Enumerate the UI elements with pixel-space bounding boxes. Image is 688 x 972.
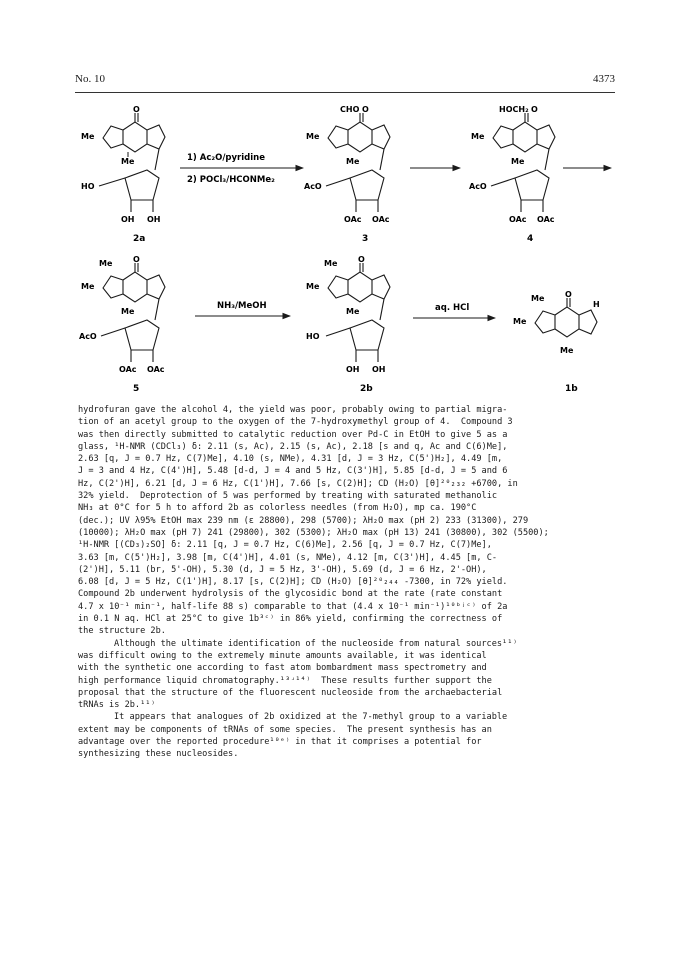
acetoxy-label: OAc	[537, 215, 555, 224]
acetoxy-label: OAc	[119, 365, 137, 374]
oxygen-label: O	[531, 105, 538, 114]
text-line: Compound 2b underwent hydrolysis of the glycosidic bond at the rate (rate constant	[78, 589, 503, 600]
text-line: synthesizing these nucleosides.	[78, 749, 239, 760]
oxygen-label: O	[358, 255, 365, 264]
methyl-label: Me	[81, 282, 95, 291]
text-line: ¹H-NMR [(CD₃)₂SO] δ: 2.11 [q, J = 0.7 Hz, C(6)Me], 2.56 [q, J = 0.7 Hz, C(7)Me],	[78, 540, 492, 551]
paragraph-3	[78, 711, 616, 760]
compound-label-2b: 2b	[360, 384, 373, 394]
text-line: (dec.); UV λ95% EtOH max 239 nm (ε 28800), 298 (5700); λH₂O max (pH 2) 233 (31300), 279	[78, 515, 529, 526]
acetoxy-label: AcO	[304, 182, 322, 191]
text-line: (10000); λH₂O max (pH 7) 241 (29800), 302 (5300); λH₂O max (pH 13) 241 (30800), 302 (5500);	[78, 527, 549, 538]
text-line: was difficult owing to the extremely minute amounts available, it was identical	[78, 650, 487, 661]
methyl-label: Me	[511, 157, 525, 166]
hydroxyl-label: OH	[121, 215, 135, 224]
structure-5	[79, 255, 165, 394]
scheme-figure	[75, 98, 615, 398]
hydroxyl-label: HO	[306, 332, 320, 341]
text-line: high performance liquid chromatography.¹³ʴ¹⁴⁾ These results further support the	[78, 675, 492, 686]
text-line: 4.7 x 10⁻¹ min⁻¹, half-life 88 s) comparable to that (4.4 x 10⁻¹ min⁻¹)¹⁰ᵇʲᶜ⁾ of 2a	[78, 601, 508, 612]
oxygen-label: O	[133, 105, 140, 114]
text-line: advantage over the reported procedure¹⁰ᵉ⁾ in that it comprises a potential for	[78, 737, 482, 748]
structure-2b	[306, 255, 390, 394]
compound-label-3: 3	[362, 234, 369, 244]
acetoxy-label: OAc	[344, 215, 362, 224]
text-line: (2')H], 5.11 (br, 5'-OH), 5.30 (d, J = 5 Hz, 3'-OH), 5.69 (d, J = 6 Hz, 2'-OH),	[78, 564, 487, 575]
journal-issue: No. 10	[75, 73, 105, 85]
text-line: 3.63 [m, C(5')H₂], 3.98 [m, C(4')H], 4.01 (s, NMe), 4.12 [m, C(3')H], 4.45 [m, C-	[78, 552, 498, 563]
methyl-label: Me	[121, 307, 135, 316]
structure-1b	[513, 290, 600, 394]
hydroxymethyl-label: HOCH₂	[499, 105, 529, 114]
methyl-label: Me	[471, 132, 485, 141]
methyl-label: Me	[324, 259, 338, 268]
compound-label-4: 4	[527, 234, 534, 244]
reaction-scheme	[75, 98, 615, 398]
paragraph-2	[78, 638, 616, 712]
acetoxy-label: OAc	[509, 215, 527, 224]
oxygen-label: O	[362, 105, 369, 114]
page-number: 4373	[593, 73, 615, 85]
text-line: J = 3 and 4 Hz, C(4')H], 5.48 [d-d, J = 4 and 5 Hz, C(3')H], 5.85 [d-d, J = 5 and 6	[78, 466, 508, 477]
reagent-step-3: NH₃/MeOH	[217, 301, 267, 311]
hydroxyl-label: HO	[81, 182, 95, 191]
paragraph-1	[78, 404, 616, 638]
formyl-label: CHO	[340, 105, 360, 114]
article-body	[78, 404, 616, 761]
compound-label-5: 5	[133, 384, 140, 394]
methyl-label: Me	[306, 282, 320, 291]
structure-2a	[81, 105, 165, 244]
methyl-label: Me	[99, 259, 113, 268]
acetoxy-label: AcO	[79, 332, 97, 341]
compound-label-2a: 2a	[133, 234, 146, 244]
acetoxy-label: AcO	[469, 182, 487, 191]
acetoxy-label: OAc	[147, 365, 165, 374]
methyl-label: Me	[306, 132, 320, 141]
hydrogen-label: H	[593, 300, 600, 309]
methyl-label: Me	[513, 317, 527, 326]
hydroxyl-label: OH	[147, 215, 161, 224]
methyl-label: Me	[121, 157, 135, 166]
compound-label-1b: 1b	[565, 384, 578, 394]
structure-4	[469, 105, 555, 244]
text-line: 6.08 [d, J = 5 Hz, C(1')H], 8.17 [s, C(2)H]; CD (H₂O) [θ]²⁰₂₄₄ -7300, in 72% yield.	[78, 577, 508, 588]
text-line: hydrofuran gave the alcohol 4, the yield was poor, probably owing to partial migra-	[78, 405, 508, 415]
reagent-step-1: 1) Ac₂O/pyridine	[187, 153, 265, 163]
reagent-step-4: aq. HCl	[435, 303, 470, 313]
methyl-label: Me	[346, 157, 360, 166]
structure-3	[304, 105, 390, 244]
hydroxyl-label: OH	[346, 365, 360, 374]
text-line: in 0.1 N aq. HCl at 25°C to give 1b³ᶜ⁾ in 86% yield, confirming the correctness of	[78, 614, 503, 625]
text-line: 32% yield. Deprotection of 5 was performed by treating with saturated methanolic	[78, 491, 498, 502]
methyl-label: Me	[81, 132, 95, 141]
text-line: 2.63 [q, J = 0.7 Hz, C(7)Me], 4.10 (s, NMe), 4.31 [d, J = 3 Hz, C(5')H₂], 4.49 [m,	[78, 454, 503, 465]
text-line: proposal that the structure of the fluorescent nucleoside from the archaebacterial	[78, 687, 503, 698]
oxygen-label: O	[565, 290, 572, 299]
hydroxyl-label: OH	[372, 365, 386, 374]
acetoxy-label: OAc	[372, 215, 390, 224]
header-rule	[75, 92, 615, 93]
text-line: NH₃ at 0°C for 5 h to afford 2b as colorless needles (from H₂O), mp ca. 190°C	[78, 503, 477, 514]
methyl-label: Me	[560, 346, 574, 355]
text-line: tRNAs is 2b.¹¹⁾	[78, 700, 156, 711]
text-line: It appears that analogues of 2b oxidized at the 7-methyl group to a variable	[114, 712, 508, 723]
text-line: with the synthetic one according to fast atom bombardment mass spectrometry and	[78, 663, 487, 674]
text-line: glass, ¹H-NMR (CDCl₃) δ: 2.11 (s, Ac), 2.15 (s, Ac), 2.18 [s and q, Ac and C(6)Me],	[78, 441, 508, 452]
page-header	[75, 73, 615, 89]
text-line: tion of an acetyl group to the oxygen of the 7-hydroxymethyl group of 4. Compound 3	[78, 417, 513, 428]
text-line: Hz, C(2')H], 6.21 [d, J = 6 Hz, C(1')H], 7.66 [s, C(2)H]; CD (H₂O) [θ]²⁰₂₃₂ +6700, in	[78, 478, 518, 489]
text-line: was then directly submitted to catalytic reduction over Pd-C in EtOH to give 5 as a	[78, 429, 508, 440]
text-line: extent may be components of tRNAs of some species. The present synthesis has an	[78, 724, 492, 735]
methyl-label: Me	[531, 294, 545, 303]
oxygen-label: O	[133, 255, 140, 264]
text-line: Although the ultimate identification of the nucleoside from natural sources¹¹⁾	[114, 638, 518, 649]
methyl-label: Me	[346, 307, 360, 316]
text-line: the structure 2b.	[78, 626, 166, 637]
reagent-step-2: 2) POCl₃/HCONMe₂	[187, 175, 275, 185]
